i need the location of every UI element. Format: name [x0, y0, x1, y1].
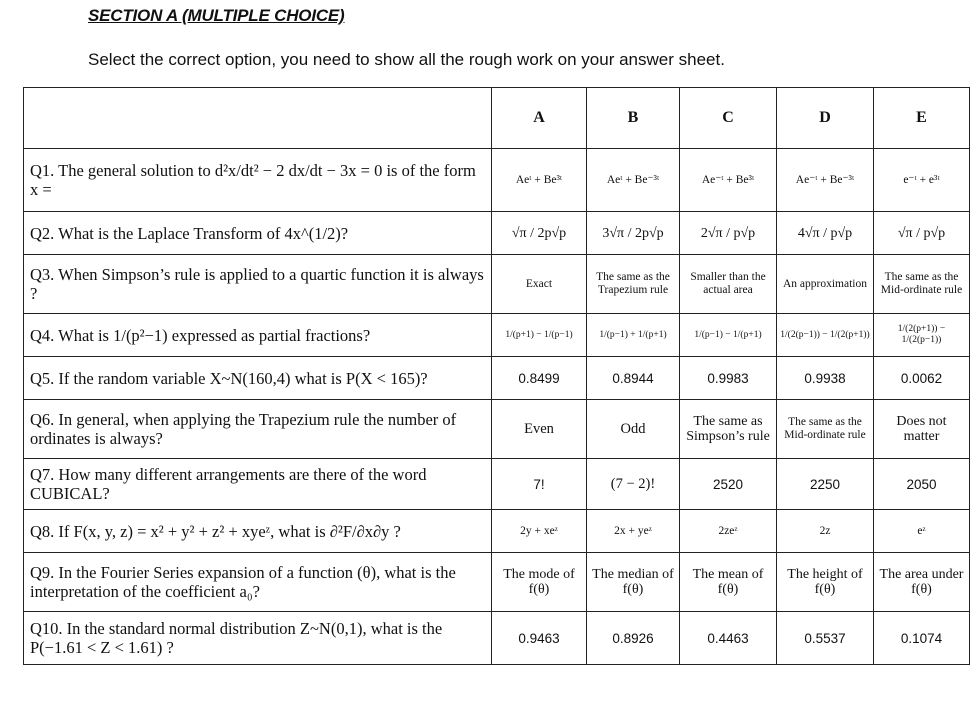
option-d[interactable]: The height of f(θ): [777, 553, 874, 612]
option-a[interactable]: 0.9463: [492, 612, 587, 665]
question-row-6: [24, 400, 970, 459]
question-row-1: [24, 149, 970, 212]
option-d[interactable]: 2250: [777, 459, 874, 510]
mcq-table: [23, 87, 970, 665]
question-row-5: [24, 357, 970, 400]
option-e[interactable]: 2050: [874, 459, 970, 510]
column-header-d: D: [777, 88, 874, 149]
question-column-header: [24, 88, 492, 149]
option-e[interactable]: Does not matter: [874, 400, 970, 459]
option-b[interactable]: Odd: [587, 400, 680, 459]
option-b[interactable]: 0.8926: [587, 612, 680, 665]
column-header-a: A: [492, 88, 587, 149]
option-e[interactable]: The same as the Mid-ordinate rule: [874, 255, 970, 314]
option-c[interactable]: 1/(p−1) − 1/(p+1): [680, 314, 777, 357]
option-c[interactable]: Smaller than the actual area: [680, 255, 777, 314]
option-c[interactable]: 2zeᶻ: [680, 510, 777, 553]
option-a[interactable]: Even: [492, 400, 587, 459]
question-row-10: [24, 612, 970, 665]
question-row-3: [24, 255, 970, 314]
option-d[interactable]: The same as the Mid-ordinate rule: [777, 400, 874, 459]
option-b[interactable]: 1/(p−1) + 1/(p+1): [587, 314, 680, 357]
question-text: Q10. In the standard normal distribution Z~N(0,1), what is the P(−1.61 < Z < 1.61) ?: [24, 612, 492, 665]
question-text: Q8. If F(x, y, z) = x² + y² + z² + xyeᶻ, what is ∂²F/∂x∂y ?: [24, 510, 492, 553]
option-a[interactable]: The mode of f(θ): [492, 553, 587, 612]
option-d[interactable]: Ae⁻ᵗ + Be⁻³ᵗ: [777, 149, 874, 212]
question-row-8: [24, 510, 970, 553]
question-row-4: [24, 314, 970, 357]
option-e[interactable]: e⁻ᵗ + e³ᵗ: [874, 149, 970, 212]
option-c[interactable]: Ae⁻ᵗ + Be³ᵗ: [680, 149, 777, 212]
option-e[interactable]: √π / p√p: [874, 212, 970, 255]
option-a[interactable]: √π / 2p√p: [492, 212, 587, 255]
question-text: Q1. The general solution to d²x/dt² − 2 dx/dt − 3x = 0 is of the form x =: [24, 149, 492, 212]
option-a[interactable]: Exact: [492, 255, 587, 314]
option-b[interactable]: The median of f(θ): [587, 553, 680, 612]
column-header-e: E: [874, 88, 970, 149]
option-a[interactable]: Aeᵗ + Be³ᵗ: [492, 149, 587, 212]
question-text: Q7. How many different arrangements are there of the word CUBICAL?: [24, 459, 492, 510]
header-row: [24, 88, 970, 149]
option-e[interactable]: eᶻ: [874, 510, 970, 553]
option-b[interactable]: Aeᵗ + Be⁻³ᵗ: [587, 149, 680, 212]
option-d[interactable]: 4√π / p√p: [777, 212, 874, 255]
question-text: Q4. What is 1/(p²−1) expressed as partial fractions?: [24, 314, 492, 357]
option-a[interactable]: 7!: [492, 459, 587, 510]
question-text: Q2. What is the Laplace Transform of 4x^(1/2)?: [24, 212, 492, 255]
question-row-2: [24, 212, 970, 255]
column-header-b: B: [587, 88, 680, 149]
option-d[interactable]: 2z: [777, 510, 874, 553]
question-row-9: [24, 553, 970, 612]
option-b[interactable]: 2x + yeᶻ: [587, 510, 680, 553]
question-text: Q6. In general, when applying the Trapezium rule the number of ordinates is always?: [24, 400, 492, 459]
question-row-7: [24, 459, 970, 510]
column-header-c: C: [680, 88, 777, 149]
option-e[interactable]: 0.1074: [874, 612, 970, 665]
option-c[interactable]: 0.4463: [680, 612, 777, 665]
option-d[interactable]: 0.9938: [777, 357, 874, 400]
option-b[interactable]: 0.8944: [587, 357, 680, 400]
option-d[interactable]: An approximation: [777, 255, 874, 314]
question-text: Q3. When Simpson’s rule is applied to a quartic function it is always ?: [24, 255, 492, 314]
option-a[interactable]: 2y + xeᶻ: [492, 510, 587, 553]
option-b[interactable]: The same as the Trapezium rule: [587, 255, 680, 314]
option-c[interactable]: The same as Simpson’s rule: [680, 400, 777, 459]
option-c[interactable]: The mean of f(θ): [680, 553, 777, 612]
question-text: Q9. In the Fourier Series expansion of a function (θ), what is the interpretation of the coefficient a₀?: [24, 553, 492, 612]
section-title: SECTION A (MULTIPLE CHOICE): [88, 6, 345, 25]
instructions: Select the correct option, you need to show all the rough work on your answer sheet.: [88, 50, 725, 69]
option-a[interactable]: 0.8499: [492, 357, 587, 400]
option-d[interactable]: 1/(2(p−1)) − 1/(2(p+1)): [777, 314, 874, 357]
option-b[interactable]: 3√π / 2p√p: [587, 212, 680, 255]
option-b[interactable]: (7 − 2)!: [587, 459, 680, 510]
option-e[interactable]: 1/(2(p+1)) − 1/(2(p−1)): [874, 314, 970, 357]
option-e[interactable]: 0.0062: [874, 357, 970, 400]
option-e[interactable]: The area under f(θ): [874, 553, 970, 612]
option-c[interactable]: 2520: [680, 459, 777, 510]
question-text: Q5. If the random variable X~N(160,4) what is P(X < 165)?: [24, 357, 492, 400]
option-c[interactable]: 0.9983: [680, 357, 777, 400]
option-d[interactable]: 0.5537: [777, 612, 874, 665]
option-a[interactable]: 1/(p+1) − 1/(p−1): [492, 314, 587, 357]
option-c[interactable]: 2√π / p√p: [680, 212, 777, 255]
